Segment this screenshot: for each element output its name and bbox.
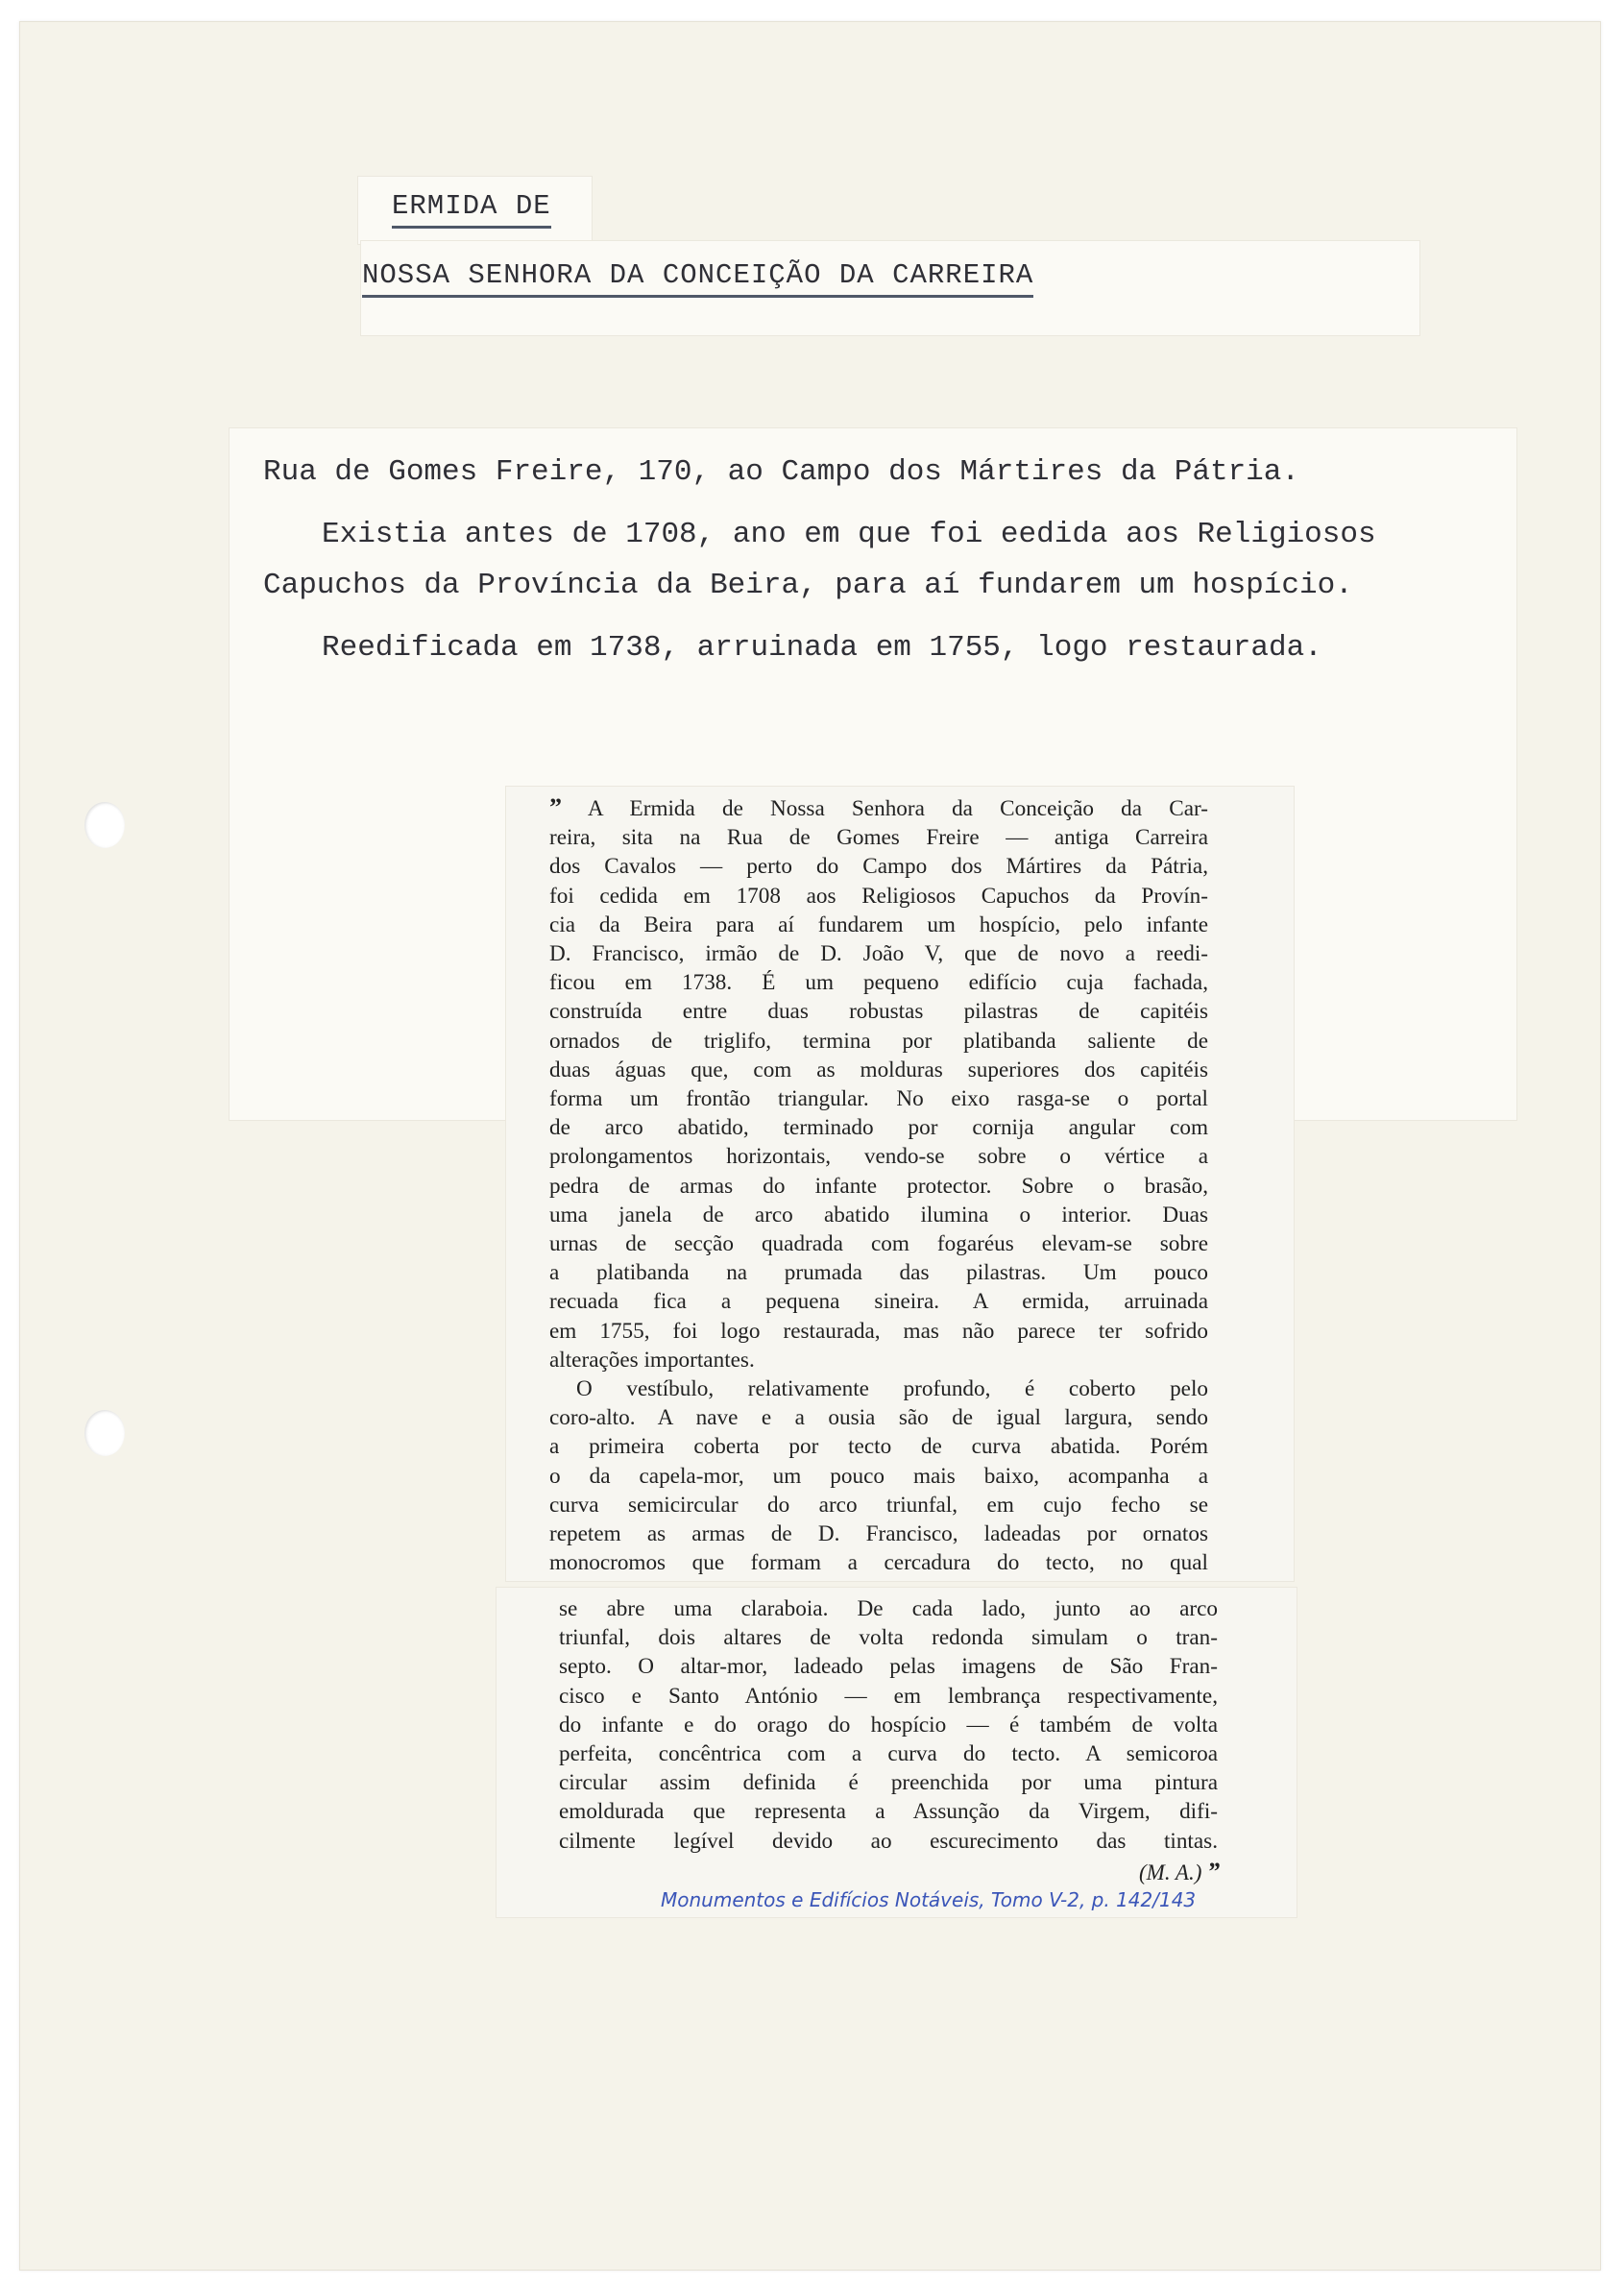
- closing-quote-mark: ”: [1207, 1858, 1221, 1885]
- summary-line: Capuchos da Província da Beira, para aí fundarem um hospício.: [263, 569, 1353, 602]
- punch-hole: [85, 1410, 125, 1456]
- address-line: Rua de Gomes Freire, 170, ao Campo dos Mártires da Pátria.: [263, 455, 1299, 489]
- author-signature: (M. A.) ”: [1139, 1858, 1221, 1885]
- punch-hole: [85, 802, 125, 848]
- summary-line: Existia antes de 1708, ano em que foi eedida aos Religiosos: [322, 518, 1376, 551]
- handwritten-source-note: Monumentos e Edifícios Notáveis, Tomo V-2, p. 142/143: [661, 1888, 1197, 1911]
- heading-line-2: NOSSA SENHORA DA CONCEIÇÃO DA CARREIRA: [362, 259, 1033, 298]
- summary-line: Reedificada em 1738, arruinada em 1755, logo restaurada.: [322, 631, 1322, 665]
- heading-line-1: ERMIDA DE: [392, 190, 551, 229]
- opening-quote-mark: ”: [549, 793, 562, 821]
- clipping-1-text: ” A Ermida de Nossa Senhora da Conceição da Car- reira, sita na Rua de Gomes Freire — antiga Carreira dos Cavalos — perto do Campo dos Mártires da Pátria, foi cedida em 1708 aos Religiosos Capuchos da Provín- cia da Beira para aí fundarem um hospício, pelo infante D. Francisco, irmão de D. João V, que de novo a reedi- ficou em 1738. É um pequeno edifício cuja fachada, construída entre duas robustas pilastras de capitéis ornados de triglifo, termina por platibanda saliente de duas águas que, com as molduras superiores dos capitéis forma um frontão triangular. No eixo rasga-se o portal de arco abatido, terminado por cornija angular com prolongamentos horizontais, vendo-se sobre o vértice a pedra de armas do infante protector. Sobre o brasão, uma janela de arco abatido ilumina o interior. Duas urnas de secção quadrada com fogaréus elevam-se sobre a platibanda na prumada das pilastras. Um pouco recuada fica a pequena sineira. A ermida, arruinada em 1755, foi logo restaurada, mas não parece ter sofrido alterações importantes. O vestíbulo, relativamente profundo, é coberto pelo coro-alto. A nave e a ousia são de igual largura, sendo a primeira coberta por tecto de curva abatida. Porém o da capela-mor, um pouco mais baixo, acompanha a curva semicircular do arco triunfal, em cujo fecho se repetem as armas de D. Francisco, ladeadas por ornatos monocromos que formam a cercadura do tecto, no qual: [549, 793, 1208, 1576]
- clipping-2-text: se abre uma claraboia. De cada lado, junto ao arco triunfal, dois altares de volta redonda simulam o tran- septo. O altar-mor, ladeado pelas imagens de São Fran- cisco e Santo António — em lembrança respectivamente, do infante e do orago do hospício — é também de volta perfeita, concêntrica com a curva do tecto. A semicoroa circular assim definida é preenchida por uma pintura emoldurada que representa a Assunção da Virgem, difi- cilmente legível devido ao escurecimento das tintas.: [559, 1596, 1218, 1854]
